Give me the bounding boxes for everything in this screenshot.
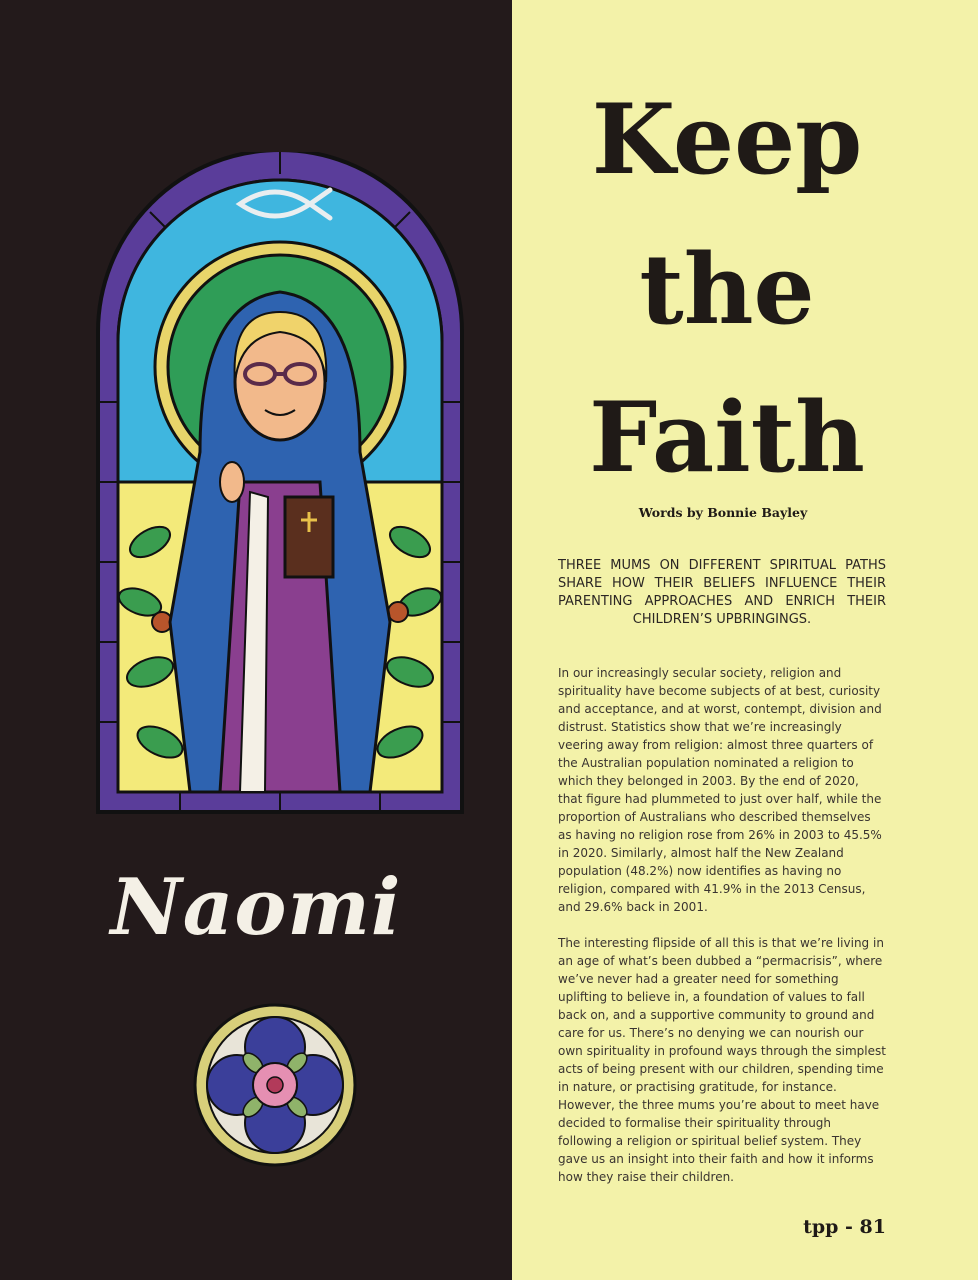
body-paragraph-1: In our increasingly secular society, religion and spirituality have become subjects of at best, curiosity and acceptance, and at worst, contempt, division and distrust. Statistics show that we’re increasingly veering away from religion: almost three quarters of the Australian population nominated a religion to which they belonged in 2003. By the end of 2020, that figure had plummeted to just over half, while the proportion of Australians who described themselves as having no religion rose from 26% in 2003 to 45.5% in 2020. Similarly, almost half the New Zealand population (48.2%) now identifies as having no religion, compared with 41.9% in the 2013 Census, and 29.6% back in 2001.: [558, 666, 882, 914]
stained-glass-rosette-icon: [193, 1003, 357, 1167]
standfirst: THREE MUMS ON DIFFERENT SPIRITUAL PATHS SHARE HOW THEIR BELIEFS INFLUENCE THEIR PARENTING APPROACHES AND ENRICH THEIR CHILDREN’S UPBRINGINGS.: [558, 558, 886, 627]
article-body: [558, 664, 886, 1204]
headline-line-3: Faith: [589, 381, 865, 494]
stained-glass-window-illustration: [90, 152, 470, 817]
body-paragraph-2: The interesting flipside of all this is that we’re living in an age of what’s been dubbed a “permacrisis”, where we’ve never had a greater need for something uplifting to believe in, a foundation of values to fall back on, and a supportive community to ground and care for us. There’s no denying we can nourish our own spirituality in profound ways through the simplest acts of being present with our children, spending time in nature, or practising gratitude, for instance. However, the three mums you’re about to meet have decided to formalise their spirituality through following a religion or spiritual belief system. They gave us an insight into their faith and how it informs how they raise their children.: [558, 936, 886, 1184]
profile-name: Naomi: [110, 862, 402, 953]
headline-line-2: the: [639, 233, 815, 346]
byline: Words by Bonnie Bayley: [638, 505, 808, 520]
headline-line-1: Keep: [591, 83, 863, 196]
page-folio: tpp - 81: [803, 1216, 886, 1238]
